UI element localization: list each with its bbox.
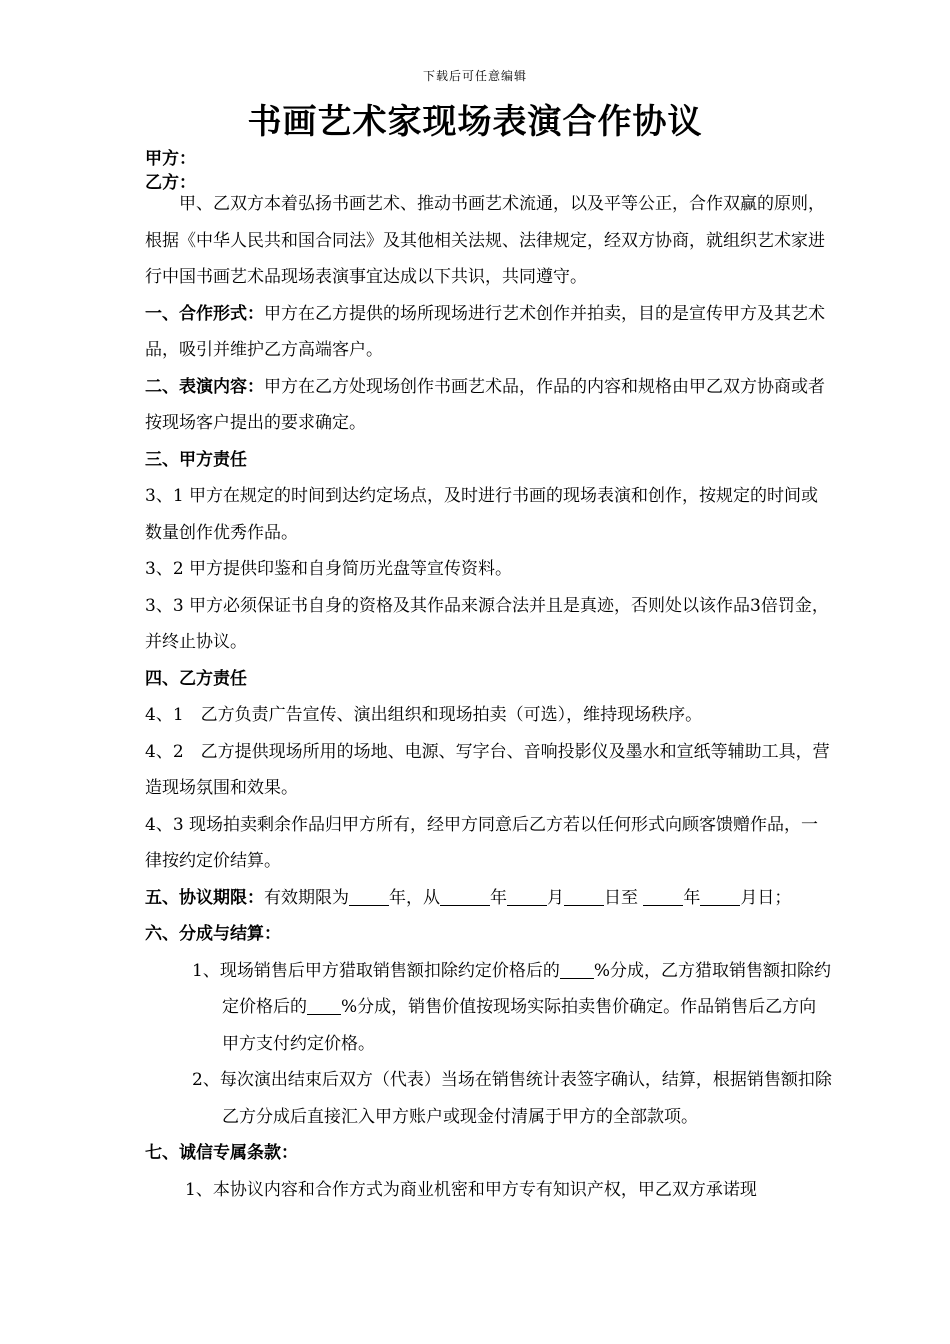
section-3-heading: 三、甲方责任 [145, 449, 247, 470]
section-5-heading: 五、协议期限： [145, 887, 264, 908]
blank-start-month [507, 888, 547, 906]
section-1 [145, 296, 832, 369]
clause-6-2: 2、每次演出结束后双方（代表）当场在销售统计表签字确认，结算，根据销售额扣除乙方分成后直接汇入甲方账户或现金付清属于甲方的全部款项。 [192, 1070, 832, 1127]
term-text: 年 [683, 887, 701, 908]
clause-4-2: 4、2 乙方提供现场所用的场地、电源、写字台、音响投影仪及墨水和宣纸等辅助工具，营造现场氛围和效果。 [145, 741, 830, 798]
section-2-heading: 二、表演内容： [145, 376, 264, 397]
clause-4-1: 4、1 乙方负责广告宣传、演出组织和现场拍卖（可选），维持现场秩序。 [145, 705, 703, 725]
document-body [145, 186, 832, 1208]
clause-3-3: 3、3 甲方必须保证书自身的资格及其作品来源合法并且是真迹，否则处以该作品3倍罚金，并终止协议。 [145, 595, 829, 652]
section-5 [145, 880, 832, 917]
party-a-label: 甲方： [145, 149, 196, 169]
blank-start-day [564, 888, 604, 906]
clause-7-1: 1、本协议内容和合作方式为商业机密和甲方专有知识产权，甲乙双方承诺现 [185, 1179, 757, 1200]
term-text: 日； [757, 887, 792, 908]
section-1-text: 甲方在乙方提供的场所现场进行艺术创作并拍卖，目的是宣传甲方及其艺术品，吸引并维护乙方高端客户。 [145, 303, 825, 360]
term-text: 年 [490, 887, 507, 908]
term-text: 日至 [604, 887, 644, 908]
section-6-heading: 六、分成与结算： [145, 924, 281, 944]
section-7-heading: 七、诚信专属条款： [145, 1143, 298, 1163]
clause-3-2: 3、2 甲方提供印鉴和自身简历光盘等宣传资料。 [145, 559, 513, 579]
section-4-heading: 四、乙方责任 [145, 668, 247, 689]
blank-years [349, 888, 389, 906]
clause-text: %分成，乙方猎取销售额扣除约定价格后的 [222, 960, 831, 1017]
header-note: 下载后可任意编辑 [422, 69, 527, 83]
intro-paragraph: 甲、乙双方本着弘扬书画艺术、推动书画艺术流通，以及平等公正，合作双赢的原则，根据《中华人民共和国合同法》及其他相关法规、法律规定，经双方协商，就组织艺术家进行中国书画艺术品现场表演事宜达成以下共识，共同遵守。 [145, 194, 825, 287]
clause-4-3: 4、3 现场拍卖剩余作品归甲方所有，经甲方同意后乙方若以任何形式向顾客馈赠作品，一律按约定价结算。 [145, 814, 819, 871]
term-text: 年，从 [389, 887, 440, 908]
section-1-heading: 一、合作形式： [145, 303, 264, 324]
section-2-text: 甲方在乙方处现场创作书画艺术品，作品的内容和规格由甲乙双方协商或者按现场客户提出的要求确定。 [145, 376, 825, 433]
party-b-label: 乙方： [145, 173, 196, 193]
clause-text: %分成，销售价值按现场实际拍卖售价确定。作品销售后乙方向甲方支付约定价格。 [222, 997, 817, 1054]
term-text: 有效期限为 [264, 887, 349, 908]
blank-end-month [700, 888, 740, 906]
document-title: 书画艺术家现场表演合作协议 [247, 102, 703, 142]
section-2 [145, 369, 832, 442]
term-text: 月 [740, 887, 758, 908]
clause-3-1: 3、1 甲方在规定的时间到达约定场点，及时进行书画的现场表演和创作，按规定的时间或数量创作优秀作品。 [145, 486, 819, 543]
clause-text: 1、现场销售后甲方猎取销售额扣除约定价格后的 [192, 960, 560, 981]
blank-start-year [440, 888, 490, 906]
blank-end-year [643, 888, 683, 906]
blank-percent-a [560, 961, 594, 979]
term-text: 月 [547, 887, 564, 908]
clause-6-1 [145, 953, 832, 1063]
blank-percent-b [307, 997, 341, 1015]
